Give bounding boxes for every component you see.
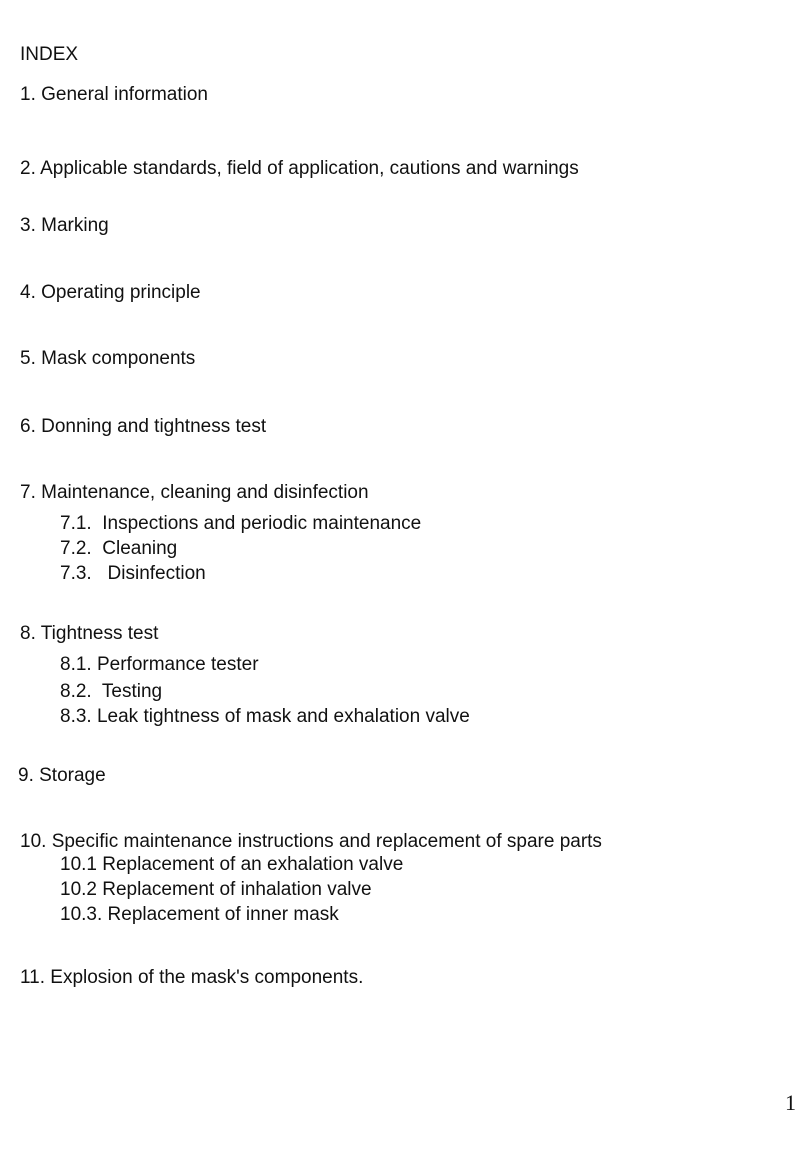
toc-entry-5: 5. Mask components bbox=[20, 348, 196, 369]
toc-entry-7-3: 7.3. Disinfection bbox=[60, 563, 206, 584]
toc-entry-8-2: 8.2. Testing bbox=[60, 681, 163, 702]
toc-entry-10: 10. Specific maintenance instructions and replacement of spare parts bbox=[20, 831, 602, 852]
toc-entry-1: 1. General information bbox=[20, 84, 208, 105]
toc-entry-8: 8. Tightness test bbox=[20, 623, 159, 644]
toc-entry-6: 6. Donning and tightness test bbox=[20, 416, 267, 437]
toc-entry-10-3: 10.3. Replacement of inner mask bbox=[60, 904, 339, 925]
toc-entry-7-1: 7.1. Inspections and periodic maintenance bbox=[60, 513, 422, 534]
toc-entry-8-1: 8.1. Performance tester bbox=[60, 654, 259, 675]
toc-entry-11: 11. Explosion of the mask's components. bbox=[20, 967, 364, 988]
toc-entry-4: 4. Operating principle bbox=[20, 282, 201, 303]
toc-entry-7-2: 7.2. Cleaning bbox=[60, 538, 178, 559]
toc-entry-3: 3. Marking bbox=[20, 215, 109, 236]
toc-entry-9: 9. Storage bbox=[18, 765, 106, 786]
page-number: 1 bbox=[785, 1090, 796, 1115]
index-heading: INDEX bbox=[20, 44, 79, 65]
toc-entry-2: 2. Applicable standards, field of application, cautions and warnings bbox=[20, 158, 579, 179]
toc-entry-7: 7. Maintenance, cleaning and disinfection bbox=[20, 482, 369, 503]
toc-entry-10-1: 10.1 Replacement of an exhalation valve bbox=[60, 854, 404, 875]
toc-entry-10-2: 10.2 Replacement of inhalation valve bbox=[60, 879, 372, 900]
toc-entry-8-3: 8.3. Leak tightness of mask and exhalation valve bbox=[60, 706, 470, 727]
